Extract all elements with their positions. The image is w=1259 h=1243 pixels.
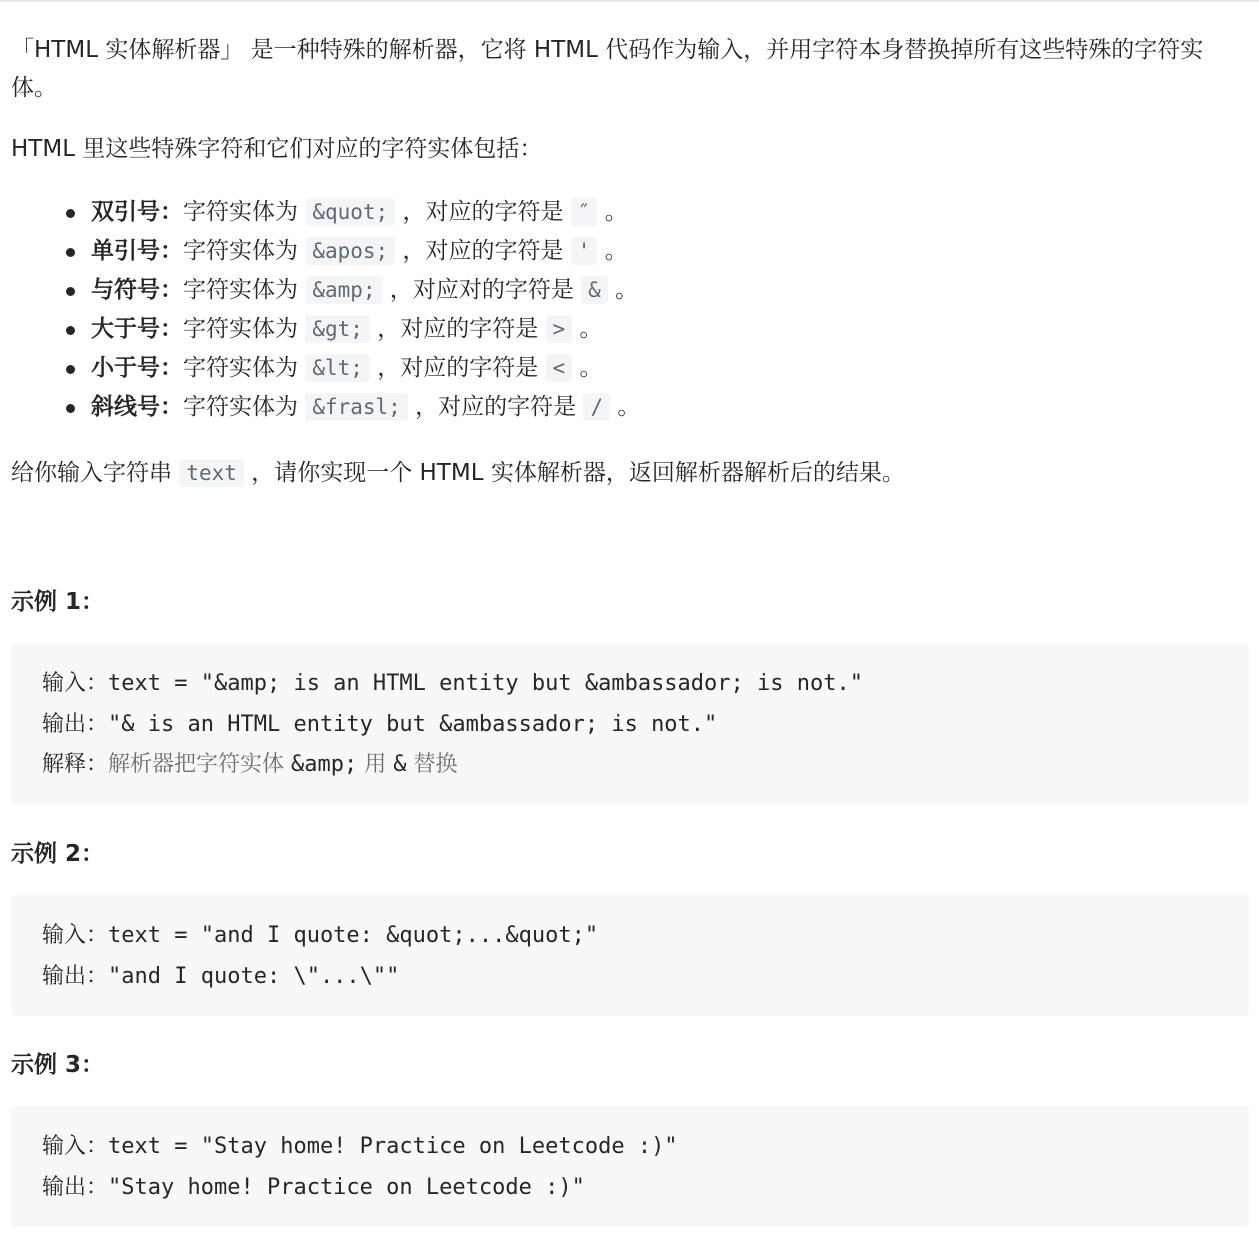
example-3-output bbox=[42, 1168, 1249, 1209]
list-item bbox=[11, 232, 1249, 271]
example-1-box bbox=[11, 643, 1249, 805]
entity-text: 。 bbox=[597, 238, 628, 264]
example-3-input bbox=[42, 1127, 1249, 1168]
entity-text: 字符实体为 bbox=[183, 238, 306, 264]
example-1-input bbox=[42, 664, 1249, 705]
entity-text: ，对应的字符是 bbox=[369, 316, 546, 342]
example-2-box bbox=[11, 895, 1249, 1016]
top-divider bbox=[0, 0, 1259, 2]
entity-code: &gt; bbox=[305, 315, 370, 343]
input-value: text = "&amp; is an HTML entity but &ambassador; is not." bbox=[108, 671, 863, 696]
example-1-output bbox=[42, 705, 1249, 746]
example-1-title: 示例 1： bbox=[11, 589, 105, 615]
entity-term: 单引号： bbox=[91, 238, 183, 264]
output-value: "& is an HTML entity but &ambassador; is not." bbox=[108, 711, 718, 737]
entity-code: &amp; bbox=[305, 276, 382, 304]
entity-text: ，对应对的字符是 bbox=[382, 277, 582, 303]
entity-term: 大于号： bbox=[91, 316, 183, 342]
example-2-input bbox=[42, 916, 1249, 957]
explanation-text: 替换 bbox=[406, 752, 458, 777]
bullet-icon bbox=[66, 248, 75, 257]
entity-text: ，对应的字符是 bbox=[407, 394, 584, 420]
input-label: 输入： bbox=[42, 923, 109, 948]
example-1-explanation bbox=[42, 745, 1249, 786]
example-2-title: 示例 2： bbox=[11, 841, 105, 867]
entity-text: 字符实体为 bbox=[183, 355, 306, 381]
input-value: text = "Stay home! Practice on Leetcode :)" bbox=[108, 1134, 678, 1159]
entity-text: 字符实体为 bbox=[183, 277, 306, 303]
input-label: 输入： bbox=[42, 1134, 109, 1159]
explanation-label: 解释： bbox=[42, 752, 109, 777]
entity-char: < bbox=[546, 354, 573, 382]
example-2-output bbox=[42, 957, 1249, 998]
output-label: 输出： bbox=[42, 1174, 109, 1200]
entity-text: ，对应的字符是 bbox=[369, 355, 546, 381]
entity-text: 。 bbox=[610, 394, 641, 420]
explanation-code: & bbox=[393, 752, 407, 777]
input-value: text = "and I quote: &quot;...&quot;" bbox=[108, 923, 599, 948]
list-item bbox=[11, 271, 1249, 310]
entity-text: 。 bbox=[572, 316, 603, 342]
entity-code: &quot; bbox=[305, 198, 395, 226]
task-paragraph bbox=[11, 454, 1249, 492]
entity-char: ' bbox=[571, 237, 598, 265]
entity-char: > bbox=[546, 315, 573, 343]
entity-term: 与符号： bbox=[91, 277, 183, 303]
bullet-icon bbox=[66, 404, 75, 413]
entity-text: 字符实体为 bbox=[183, 394, 306, 420]
entity-text: 。 bbox=[607, 277, 639, 303]
entity-text: ，对应的字符是 bbox=[395, 238, 571, 264]
example-3-box bbox=[11, 1106, 1249, 1227]
list-item bbox=[11, 193, 1249, 232]
bullet-icon bbox=[66, 365, 75, 374]
task-text: 给你输入字符串 bbox=[11, 460, 180, 486]
entity-text: 字符实体为 bbox=[183, 316, 306, 342]
entity-char: / bbox=[583, 393, 610, 421]
entity-code: &lt; bbox=[305, 354, 370, 382]
entity-code: &apos; bbox=[305, 237, 395, 265]
entity-text: ，对应的字符是 bbox=[395, 199, 571, 225]
entity-code: &frasl; bbox=[305, 393, 408, 421]
entity-text: 。 bbox=[572, 355, 603, 381]
input-label: 输入： bbox=[42, 671, 109, 696]
entity-term: 斜线号： bbox=[91, 394, 183, 420]
entity-term: 小于号： bbox=[91, 355, 183, 381]
task-code: text bbox=[179, 459, 244, 487]
list-item bbox=[11, 388, 1249, 427]
entity-char: ″ bbox=[571, 198, 598, 226]
entity-text: 字符实体为 bbox=[183, 199, 306, 225]
bullet-icon bbox=[66, 209, 75, 218]
output-label: 输出： bbox=[42, 963, 109, 989]
example-3-title: 示例 3： bbox=[11, 1052, 105, 1078]
list-item bbox=[11, 310, 1249, 349]
output-value: "Stay home! Practice on Leetcode :)" bbox=[108, 1174, 585, 1200]
explanation-text: 解析器把字符实体 bbox=[108, 752, 292, 777]
entity-term: 双引号： bbox=[91, 199, 183, 225]
explanation-code: &amp; bbox=[291, 752, 358, 777]
bullet-icon bbox=[66, 326, 75, 335]
output-value: "and I quote: \"...\"" bbox=[108, 963, 400, 989]
output-label: 输出： bbox=[42, 711, 109, 737]
intro-paragraph: 「HTML 实体解析器」 是一种特殊的解析器，它将 HTML 代码作为输入，并用字符本身替换掉所有这些特殊的字符实体。 bbox=[11, 37, 1204, 101]
entity-list bbox=[11, 193, 1249, 427]
explanation-text: 用 bbox=[357, 752, 394, 777]
entity-text: 。 bbox=[597, 199, 628, 225]
entities-intro-paragraph: HTML 里这些特殊字符和它们对应的字符实体包括： bbox=[11, 136, 543, 162]
entity-char: & bbox=[581, 276, 608, 304]
bullet-icon bbox=[66, 287, 75, 296]
task-text: ，请你实现一个 HTML 实体解析器，返回解析器解析后的结果。 bbox=[243, 460, 905, 486]
list-item bbox=[11, 349, 1249, 388]
